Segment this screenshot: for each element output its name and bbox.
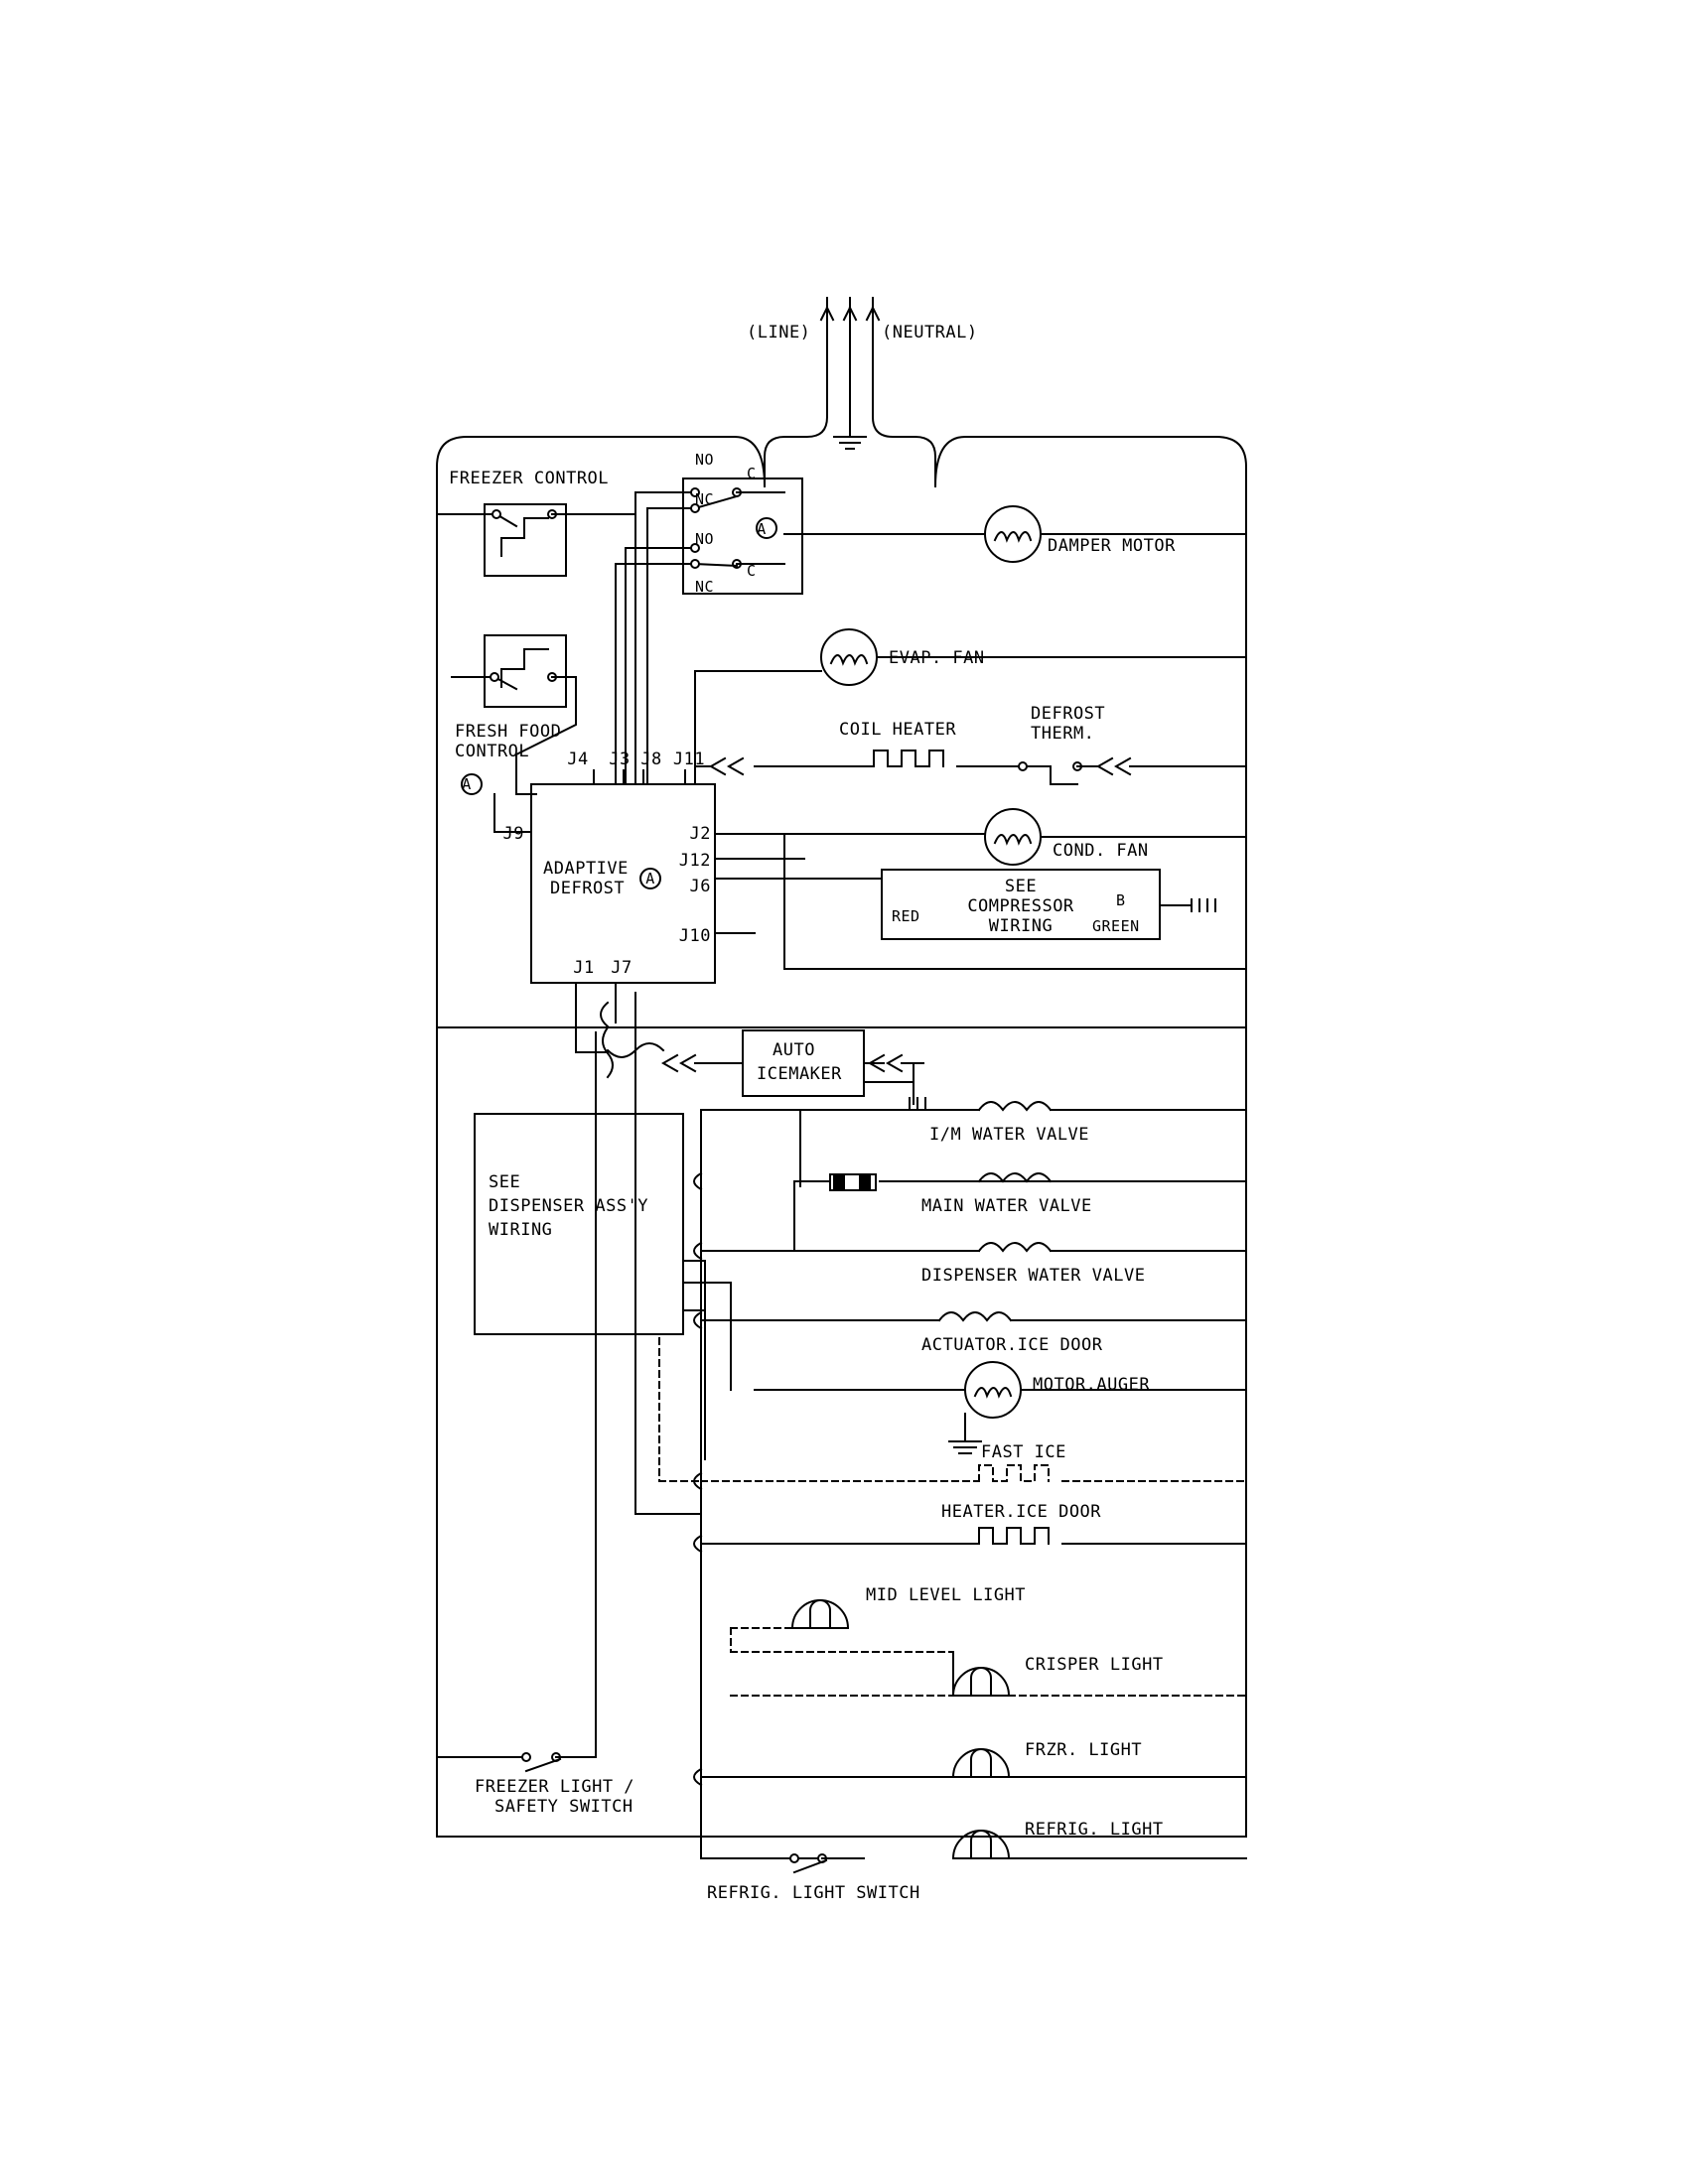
main-water-valve-label: MAIN WATER VALVE <box>921 1196 1092 1216</box>
connector-j9: J9 <box>502 824 524 844</box>
adaptive-defrost-label-2: DEFROST <box>550 879 626 898</box>
freezer-light-switch-label-2: SAFETY SWITCH <box>494 1797 633 1817</box>
fresh-food-control-label-2: CONTROL <box>455 742 530 761</box>
freezer-light-switch-label-1: FREEZER LIGHT / <box>475 1777 635 1797</box>
relay-c-2-label: C <box>747 562 757 580</box>
freezer-control-symbol <box>437 504 635 576</box>
freezer-control-label: FREEZER CONTROL <box>449 469 610 488</box>
damper-motor-symbol <box>784 506 1246 562</box>
connector-j1: J1 <box>573 958 595 978</box>
crisper-light-label: CRISPER LIGHT <box>1025 1655 1164 1675</box>
freezer-light-safety-switch <box>437 1032 596 1771</box>
adaptive-marker-a: A <box>645 870 655 887</box>
refrig-light-symbol <box>701 1831 1246 1858</box>
im-water-valve-label: I/M WATER VALVE <box>929 1125 1090 1145</box>
connector-j8: J8 <box>640 750 662 769</box>
dispenser-wiring-label-3: WIRING <box>489 1220 553 1240</box>
connector-j2: J2 <box>689 824 711 844</box>
relay-no-2-label: NO <box>695 530 715 548</box>
connector-j10: J10 <box>678 926 711 946</box>
crisper-light-symbol <box>731 1652 1246 1696</box>
compressor-b-label: B <box>1116 891 1126 909</box>
defrost-therm-label-1: DEFROST <box>1031 704 1106 724</box>
chassis-outline <box>437 437 1246 1837</box>
auto-icemaker-label-1: AUTO <box>773 1040 815 1060</box>
motor-auger-label: MOTOR.AUGER <box>1033 1375 1151 1395</box>
fast-ice-label: FAST ICE <box>981 1442 1066 1462</box>
dispenser-water-valve-symbol <box>701 1243 1246 1251</box>
refrig-light-switch-symbol <box>784 1854 864 1872</box>
coil-heater-label: COIL HEATER <box>839 720 957 740</box>
relay-no-1-label: NO <box>695 451 715 469</box>
defrost-therm-label-2: THERM. <box>1031 724 1095 744</box>
relay-marker-a: A <box>757 520 767 538</box>
auto-icemaker-box <box>576 1030 925 1110</box>
relay-nc-1-label: NC <box>695 490 715 508</box>
connector-j12: J12 <box>678 851 711 871</box>
compressor-wiring-1: SEE <box>1004 877 1038 896</box>
heater-ice-door-label: HEATER.ICE DOOR <box>941 1502 1102 1522</box>
connector-j4: J4 <box>567 750 589 769</box>
relay-c-1-label: C <box>747 465 757 482</box>
dispenser-assy-box <box>475 1114 731 1459</box>
line-label: (LINE) <box>747 323 811 342</box>
actuator-ice-door-label: ACTUATOR.ICE DOOR <box>921 1335 1103 1355</box>
dispenser-water-valve-label: DISPENSER WATER VALVE <box>921 1266 1146 1286</box>
neutral-label: (NEUTRAL) <box>882 323 978 342</box>
adaptive-defrost-board <box>494 770 804 1052</box>
adaptive-defrost-label-1: ADAPTIVE <box>543 859 629 879</box>
connector-j11: J11 <box>672 750 706 769</box>
actuator-ice-door-symbol <box>701 1312 1246 1320</box>
defrost-thermostat-symbol <box>1019 758 1246 784</box>
power-plug-prongs <box>821 298 879 449</box>
mid-level-light-label: MID LEVEL LIGHT <box>866 1585 1027 1605</box>
connector-j7: J7 <box>611 958 633 978</box>
compressor-wiring-3: WIRING <box>988 916 1054 936</box>
compressor-red-label: RED <box>892 907 920 925</box>
connector-j3: J3 <box>609 750 631 769</box>
fresh-food-control-symbol <box>452 635 576 794</box>
mid-level-light-symbol <box>731 1600 953 1652</box>
fast-ice-symbol <box>659 1338 1246 1481</box>
motor-auger-symbol <box>755 1362 1246 1453</box>
dispenser-wiring-label-2: DISPENSER ASS'Y <box>489 1196 649 1216</box>
evap-fan-label: EVAP. FAN <box>889 648 985 668</box>
fresh-food-control-label-1: FRESH FOOD <box>455 722 562 742</box>
connector-j6: J6 <box>689 877 711 896</box>
compressor-wiring-2: COMPRESSOR <box>967 896 1074 916</box>
coil-heater-symbol <box>695 751 1023 774</box>
relay-nc-2-label: NC <box>695 578 715 596</box>
auto-icemaker-label-2: ICEMAKER <box>757 1064 842 1084</box>
damper-relay-block <box>616 478 802 784</box>
damper-motor-label: DAMPER MOTOR <box>1048 536 1176 556</box>
frzr-light-symbol <box>701 1749 1246 1777</box>
frzr-light-label: FRZR. LIGHT <box>1025 1740 1143 1760</box>
refrig-light-switch-label: REFRIG. LIGHT SWITCH <box>707 1883 920 1903</box>
compressor-green-label: GREEN <box>1092 917 1140 935</box>
cond-fan-label: COND. FAN <box>1053 841 1149 861</box>
fresh-food-marker-a: A <box>462 775 472 793</box>
dispenser-wiring-label-1: SEE <box>489 1172 521 1192</box>
refrig-light-label: REFRIG. LIGHT <box>1025 1820 1164 1840</box>
